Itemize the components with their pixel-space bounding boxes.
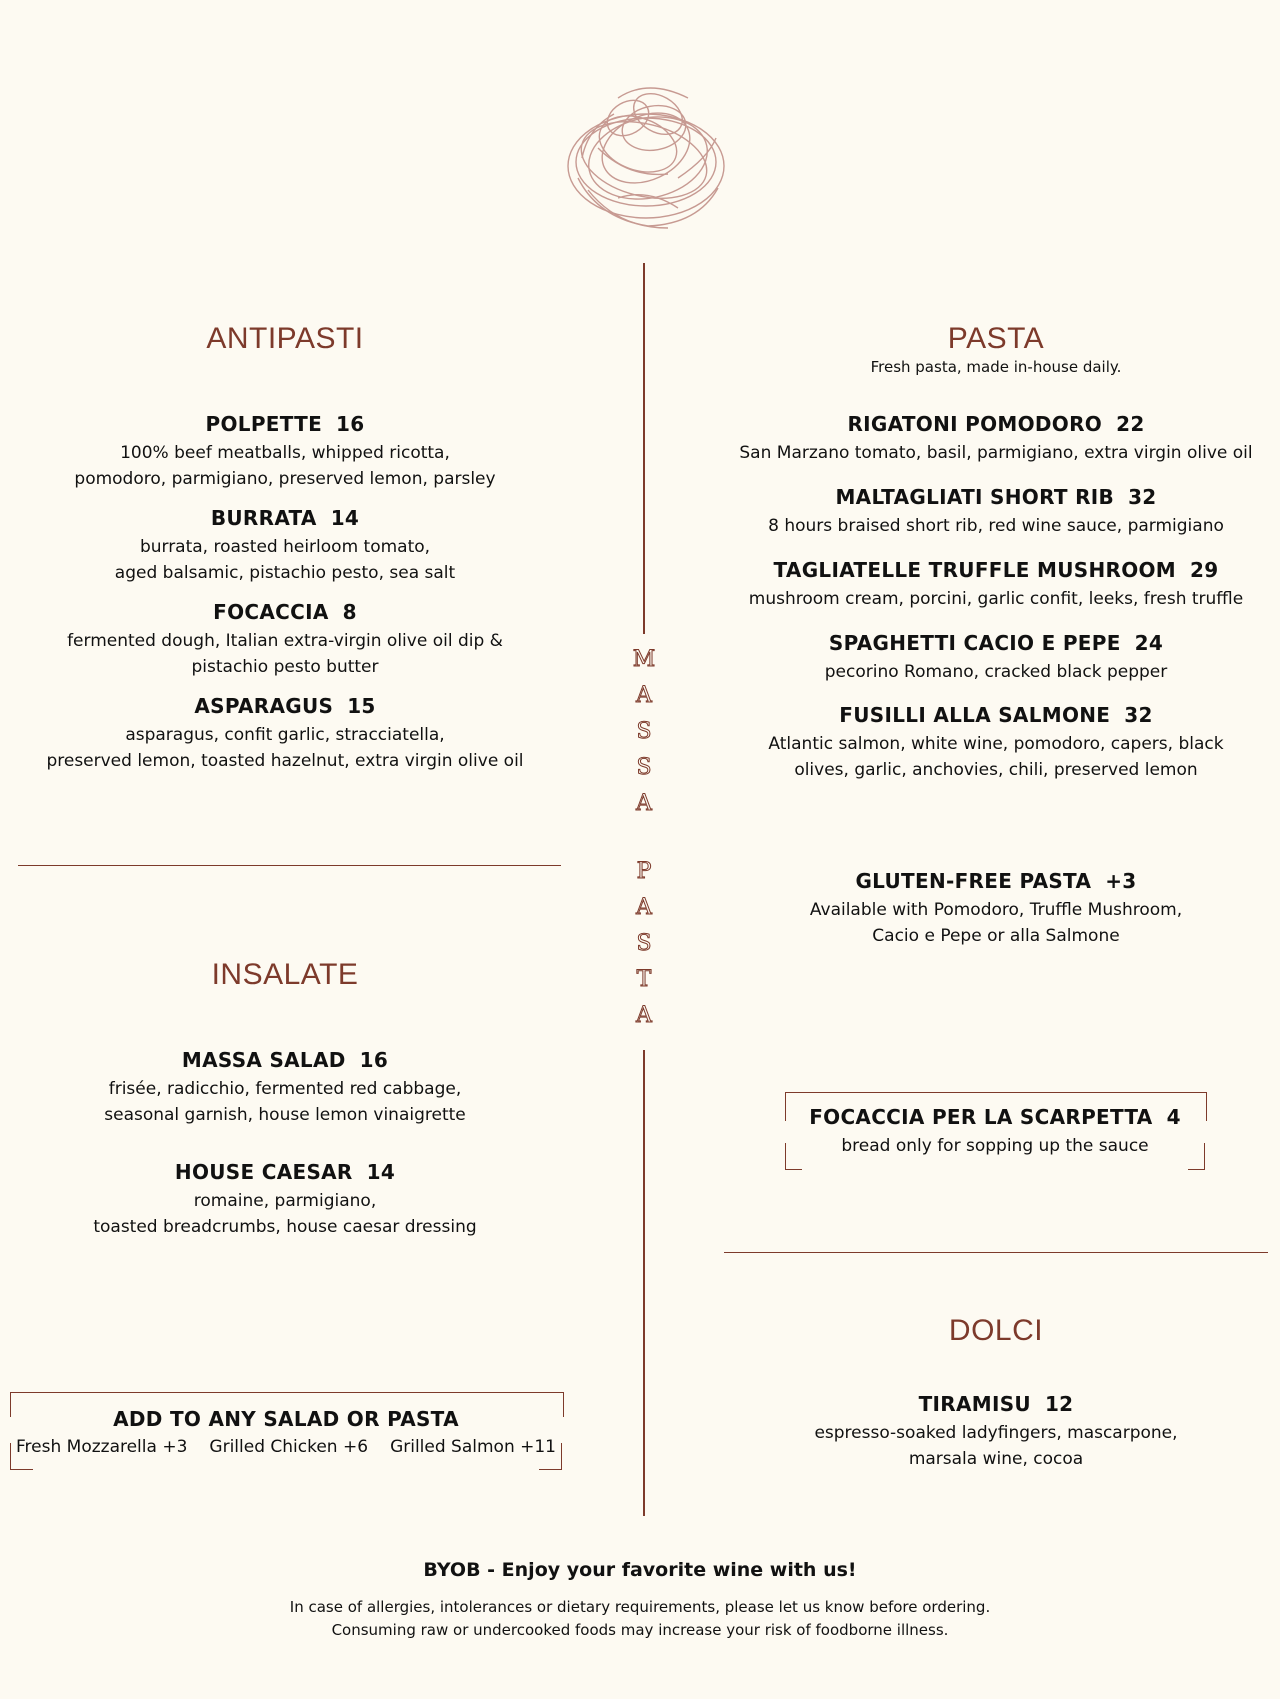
item-title bbox=[0, 599, 570, 625]
menu-item-polpette bbox=[0, 411, 570, 492]
right-divider bbox=[724, 1252, 1268, 1253]
brand-letter: P bbox=[636, 859, 652, 884]
desc-line: San Marzano tomato, basil, parmigiano, extra virgin olive oil bbox=[739, 443, 1253, 463]
desc-line: preserved lemon, toasted hazelnut, extra virgin olive oil bbox=[46, 751, 524, 771]
allergy-note: In case of allergies, intolerances or dietary requirements, please let us know before ordering. bbox=[289, 1598, 991, 1616]
addons-options bbox=[10, 1434, 562, 1460]
item-price: 14 bbox=[330, 506, 360, 530]
menu-item-focaccia bbox=[0, 599, 570, 680]
insalate-title: INSALATE bbox=[211, 958, 359, 991]
pasta-nest-icon bbox=[558, 78, 734, 234]
pasta-subtitle: Fresh pasta, made in-house daily. bbox=[870, 358, 1122, 376]
menu-item-asparagus bbox=[0, 693, 570, 774]
item-name: RIGATONI POMODORO bbox=[847, 412, 1103, 436]
item-price: 32 bbox=[1124, 703, 1153, 727]
brand-letter: S bbox=[636, 719, 652, 744]
item-description bbox=[0, 722, 570, 774]
desc-line: asparagus, confit garlic, stracciatella, bbox=[125, 725, 445, 745]
byob-note: BYOB - Enjoy your favorite wine with us! bbox=[423, 1559, 857, 1581]
addons-box bbox=[10, 1392, 562, 1470]
desc-line: fermented dough, Italian extra-virgin olive oil dip & bbox=[67, 631, 503, 651]
menu-item-rigatoni bbox=[724, 411, 1268, 466]
item-title bbox=[724, 557, 1268, 583]
item-description: bread only for sopping up the sauce bbox=[841, 1136, 1149, 1156]
item-price: 16 bbox=[359, 1048, 389, 1072]
item-name: ASPARAGUS bbox=[194, 694, 334, 718]
item-title bbox=[724, 630, 1268, 656]
food-safety-note: Consuming raw or undercooked foods may increase your risk of foodborne illness. bbox=[331, 1621, 949, 1639]
item-description bbox=[724, 897, 1268, 949]
brand-letter: S bbox=[636, 755, 652, 780]
addons-title: ADD TO ANY SALAD OR PASTA bbox=[113, 1407, 459, 1431]
item-description bbox=[724, 731, 1268, 783]
item-name: TAGLIATELLE TRUFFLE MUSHROOM bbox=[773, 558, 1177, 582]
brand-letter: A bbox=[636, 1003, 652, 1028]
item-price: 12 bbox=[1044, 1392, 1074, 1416]
brand-letter: A bbox=[636, 683, 652, 708]
center-divider-top bbox=[643, 263, 645, 634]
item-name: FOCACCIA PER LA SCARPETTA bbox=[809, 1105, 1153, 1129]
brand-letter: A bbox=[636, 791, 652, 816]
item-title bbox=[0, 1047, 570, 1073]
desc-line: aged balsamic, pistachio pesto, sea salt bbox=[114, 563, 456, 583]
menu-item-tiramisu bbox=[724, 1391, 1268, 1472]
item-name: SPAGHETTI CACIO E PEPE bbox=[828, 631, 1121, 655]
desc-line: olives, garlic, anchovies, chili, preserved lemon bbox=[794, 760, 1198, 780]
left-divider bbox=[18, 865, 561, 866]
menu-item-fusilli bbox=[724, 702, 1268, 783]
item-description bbox=[724, 513, 1268, 539]
item-name: MASSA SALAD bbox=[181, 1048, 346, 1072]
item-name: POLPETTE bbox=[205, 412, 323, 436]
item-price: 16 bbox=[336, 412, 365, 436]
item-description bbox=[0, 628, 570, 680]
pasta-title: PASTA bbox=[947, 322, 1045, 355]
menu-item-maltagliati bbox=[724, 484, 1268, 539]
center-divider-bottom bbox=[643, 1050, 645, 1516]
desc-line: marsala wine, cocoa bbox=[908, 1449, 1084, 1469]
item-price: +3 bbox=[1105, 869, 1137, 893]
item-price: 32 bbox=[1128, 485, 1157, 509]
item-title bbox=[785, 1104, 1205, 1130]
menu-item-gluten-free bbox=[724, 868, 1268, 949]
addon-option: Grilled Chicken +6 bbox=[209, 1437, 369, 1457]
item-title bbox=[724, 702, 1268, 728]
menu-item-burrata bbox=[0, 505, 570, 586]
item-name: GLUTEN-FREE PASTA bbox=[855, 869, 1092, 893]
item-description bbox=[724, 1420, 1268, 1472]
addon-option: Grilled Salmon +11 bbox=[390, 1437, 556, 1457]
desc-line: Available with Pomodoro, Truffle Mushroom, bbox=[809, 900, 1183, 920]
item-title bbox=[0, 1159, 570, 1185]
item-description bbox=[0, 440, 570, 492]
desc-line: frisée, radicchio, fermented red cabbage, bbox=[108, 1079, 462, 1099]
item-title bbox=[724, 484, 1268, 510]
item-title bbox=[724, 1391, 1268, 1417]
item-description bbox=[0, 534, 570, 586]
brand-letter: M bbox=[632, 647, 656, 672]
desc-line: Atlantic salmon, white wine, pomodoro, capers, black bbox=[768, 734, 1224, 754]
brand-letter: S bbox=[636, 931, 652, 956]
item-price: 4 bbox=[1166, 1105, 1181, 1129]
menu-item-house-caesar bbox=[0, 1159, 570, 1240]
item-name: MALTAGLIATI SHORT RIB bbox=[835, 485, 1115, 509]
item-description bbox=[724, 440, 1268, 466]
desc-line: pomodoro, parmigiano, preserved lemon, parsley bbox=[74, 469, 496, 489]
desc-line: toasted breadcrumbs, house caesar dressing bbox=[93, 1217, 477, 1237]
item-title bbox=[0, 411, 570, 437]
item-description bbox=[0, 1188, 570, 1240]
brand-letter: T bbox=[636, 967, 652, 992]
item-name: FUSILLI ALLA SALMONE bbox=[839, 703, 1111, 727]
menu-item-massa-salad bbox=[0, 1047, 570, 1128]
addon-option: Fresh Mozzarella +3 bbox=[16, 1437, 188, 1457]
desc-line: Cacio e Pepe or alla Salmone bbox=[872, 926, 1120, 946]
menu-item-tagliatelle bbox=[724, 557, 1268, 612]
item-description bbox=[724, 659, 1268, 685]
item-price: 22 bbox=[1116, 412, 1145, 436]
item-title bbox=[724, 411, 1268, 437]
vertical-brand-massa bbox=[626, 642, 662, 822]
desc-line: pistachio pesto butter bbox=[191, 657, 379, 677]
item-price: 15 bbox=[347, 694, 376, 718]
desc-line: seasonal garnish, house lemon vinaigrette bbox=[104, 1105, 466, 1125]
menu-item-spaghetti bbox=[724, 630, 1268, 685]
item-description bbox=[724, 586, 1268, 612]
item-name: TIRAMISU bbox=[918, 1392, 1031, 1416]
item-title bbox=[724, 868, 1268, 894]
item-title bbox=[0, 693, 570, 719]
desc-line: burrata, roasted heirloom tomato, bbox=[139, 537, 431, 557]
item-price: 29 bbox=[1190, 558, 1219, 582]
item-name: HOUSE CAESAR bbox=[174, 1160, 353, 1184]
desc-line: romaine, parmigiano, bbox=[193, 1191, 377, 1211]
item-description bbox=[0, 1076, 570, 1128]
vertical-brand-pasta bbox=[626, 854, 662, 1034]
dolci-title: DOLCI bbox=[948, 1314, 1044, 1347]
item-name: FOCACCIA bbox=[213, 600, 329, 624]
brand-letter: A bbox=[636, 895, 652, 920]
item-price: 8 bbox=[342, 600, 357, 624]
item-price: 24 bbox=[1134, 631, 1164, 655]
desc-line: mushroom cream, porcini, garlic confit, leeks, fresh truffle bbox=[748, 589, 1244, 609]
item-name: BURRATA bbox=[210, 506, 317, 530]
desc-line: 8 hours braised short rib, red wine sauce, parmigiano bbox=[768, 516, 1224, 536]
item-title bbox=[0, 505, 570, 531]
desc-line: espresso-soaked ladyfingers, mascarpone, bbox=[814, 1423, 1178, 1443]
item-price: 14 bbox=[366, 1160, 396, 1184]
antipasti-title: ANTIPASTI bbox=[206, 322, 364, 355]
scarpetta-box bbox=[785, 1092, 1205, 1170]
desc-line: 100% beef meatballs, whipped ricotta, bbox=[120, 443, 450, 463]
desc-line: pecorino Romano, cracked black pepper bbox=[824, 662, 1168, 682]
